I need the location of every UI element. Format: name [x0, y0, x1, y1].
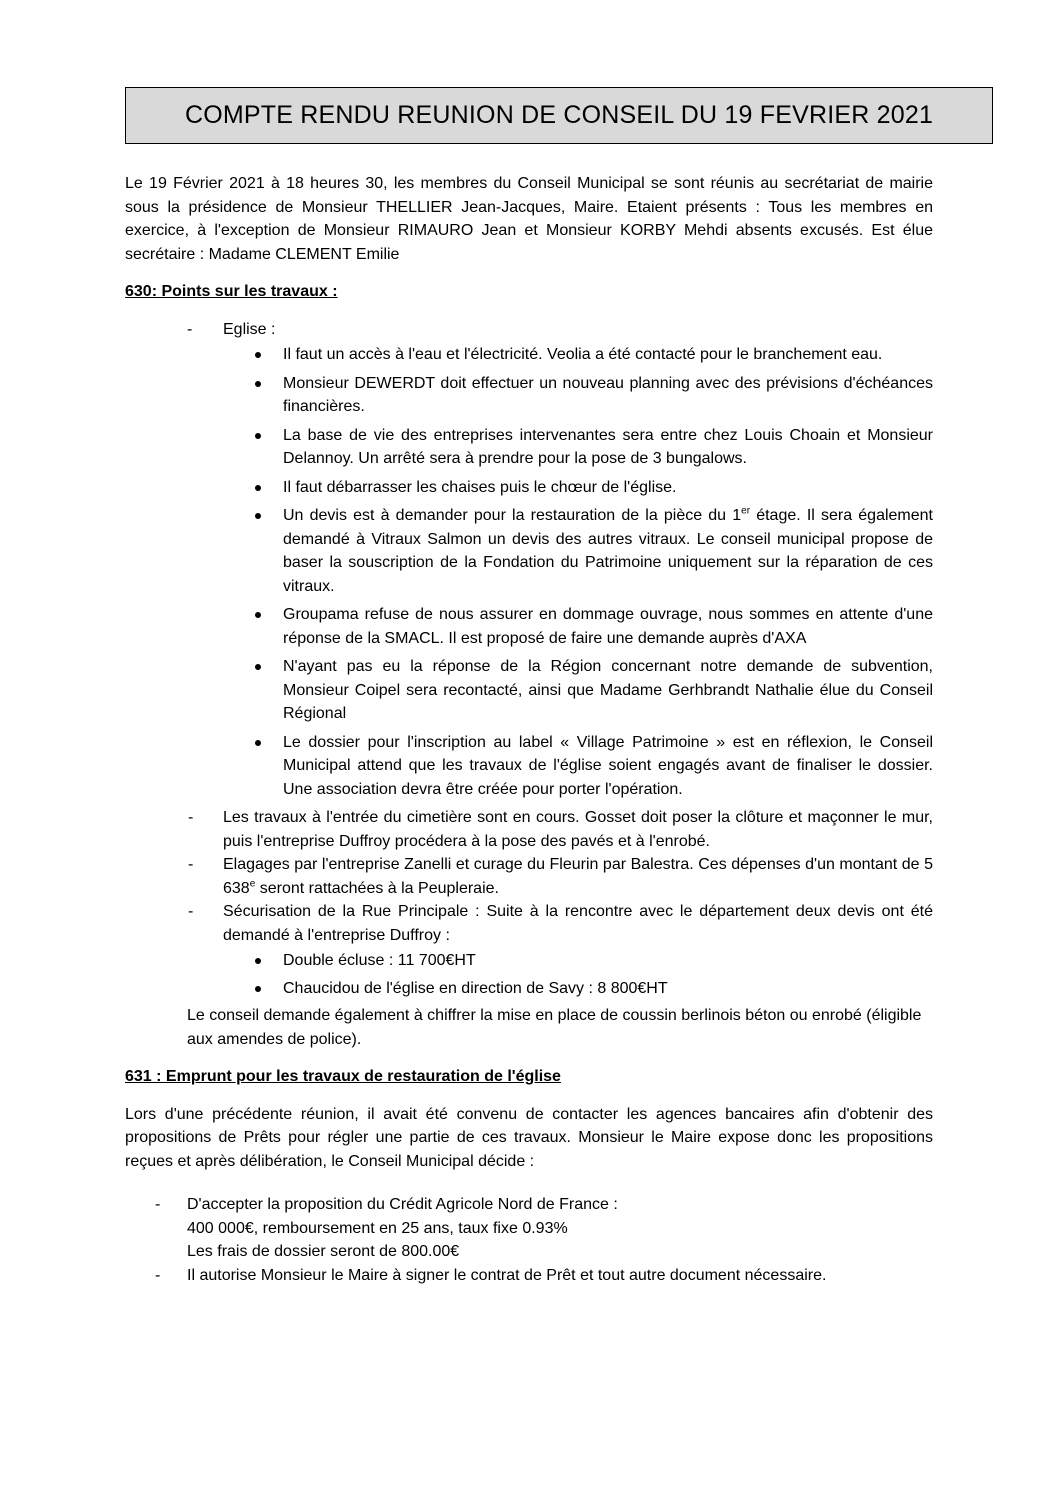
- works-list-continued: [125, 806, 933, 947]
- elagages-text-end: seront rattachées à la Peupleraie.: [255, 879, 499, 897]
- list-item-eglise: [125, 318, 933, 342]
- decision-line: Il autorise Monsieur le Maire à signer le contrat de Prêt et tout autre document nécessaire.: [187, 1266, 827, 1284]
- bullet-item: Chaucidou de l'église en direction de Savy : 8 800€HT: [125, 977, 933, 1001]
- bullet-item: Groupama refuse de nous assurer en dommage ouvrage, nous sommes en attente d'une réponse de la SMACL. Il est proposé de faire une demande auprès d'AXA: [125, 603, 933, 650]
- bullet-item: N'ayant pas eu la réponse de la Région concernant notre demande de subvention, Monsieur Coipel sera recontacté, ainsi que Madame Gerhbrandt Nathalie élue du Conseil Régional: [125, 655, 933, 726]
- list-item-decision-2: [125, 1264, 933, 1288]
- intro-paragraph: Le 19 Février 2021 à 18 heures 30, les membres du Conseil Municipal se sont réunis au secrétariat de mairie sous la présidence de Monsieur THELLIER Jean-Jacques, Maire. Etaient présents : Tous les membres en exercice, à l'exception de Monsieur RIMAURO Jean et Monsieur KORBY Mehdi absents excusés. Est élue secrétaire : Madame CLEMENT Emilie: [125, 175, 933, 263]
- bullet-item: Il faut débarrasser les chaises puis le chœur de l'église.: [125, 476, 933, 500]
- decision-line: Les frais de dossier seront de 800.00€: [187, 1243, 460, 1260]
- securisation-text: Sécurisation de la Rue Principale : Suite à la rencontre avec le département deux devis ont été demandé à l'entreprise Duffroy :: [223, 903, 933, 944]
- dash-marker: -: [155, 1266, 161, 1284]
- dash-marker: -: [155, 1196, 161, 1213]
- list-item-cimetiere: [125, 806, 933, 853]
- works-list: [125, 318, 933, 342]
- dash-marker: -: [188, 856, 194, 873]
- conclusion-paragraph: Le conseil demande également à chiffrer la mise en place de coussin berlinois béton ou enrobé (éligible aux amendes de police).: [187, 1007, 922, 1048]
- page-title-box: [125, 87, 993, 144]
- bullet-item: Il faut un accès à l'eau et l'électricité. Veolia a été contacté pour le branchement eau.: [125, 343, 933, 367]
- decision-line: D'accepter la proposition du Crédit Agricole Nord de France :: [187, 1196, 618, 1213]
- securisation-bullet-list: [125, 949, 933, 1000]
- loan-paragraph: Lors d'une précédente réunion, il avait été convenu de contacter les agences bancaires afin d'obtenir des propositions de Prêts pour régler une partie de ces travaux. Monsieur le Maire expose donc les propositions reçues et après délibération, le Conseil Municipal décide :: [125, 1105, 933, 1170]
- bullet-item: Monsieur DEWERDT doit effectuer un nouveau planning avec des prévisions d'échéances financières.: [125, 372, 933, 419]
- bullet-item: La base de vie des entreprises intervenantes sera entre chez Louis Choain et Monsieur Delannoy. Un arrêté sera à prendre pour la pose de 3 bungalows.: [125, 424, 933, 471]
- section-heading-631: 631 : Emprunt pour les travaux de restauration de l'église: [125, 1068, 561, 1085]
- dash-marker: -: [188, 903, 194, 920]
- bullet-item: Double écluse : 11 700€HT: [125, 949, 933, 973]
- elagages-text: [223, 856, 933, 897]
- list-item-securisation: [125, 900, 933, 947]
- document-body: [125, 172, 933, 1287]
- bullet-item-devis: [125, 504, 933, 598]
- page-title: COMPTE RENDU REUNION DE CONSEIL DU 19 FEVRIER 2021: [184, 101, 934, 129]
- devis-text-start: Un devis est à demander pour la restauration de la pièce du 1: [283, 507, 742, 524]
- dash-marker: -: [187, 320, 193, 338]
- cimetiere-text: Les travaux à l'entrée du cimetière sont en cours. Gosset doit poser la clôture et maçonner le mur, puis l'entreprise Duffroy procédera à la pose des pavés et à l'enrobé.: [223, 809, 933, 850]
- list-item-decision-1: [125, 1193, 933, 1264]
- section-heading-630: 630: Points sur les travaux :: [125, 283, 338, 300]
- list-item-elagages: [125, 853, 933, 900]
- superscript-er: er: [741, 505, 751, 517]
- devis-text-end: étage. Il sera également demandé à Vitraux Salmon un devis des autres vitraux. Le conseil municipal propose de baser la souscription de la Fondation du Patrimoine uniquement sur la réparation de ces vitraux.: [283, 507, 933, 595]
- decision-list: [125, 1193, 933, 1287]
- eglise-label: Eglise :: [223, 320, 276, 338]
- superscript-e: e: [249, 878, 256, 890]
- elagages-text-start: Elagages par l'entreprise Zanelli et curage du Fleurin par Balestra. Ces dépenses d'un montant de 5 638: [223, 856, 933, 897]
- eglise-bullet-list: [125, 343, 933, 801]
- dash-marker: -: [188, 809, 194, 826]
- decision-line: 400 000€, remboursement en 25 ans, taux fixe 0.93%: [187, 1219, 568, 1237]
- bullet-item: Le dossier pour l'inscription au label « Village Patrimoine » est en réflexion, le Conseil Municipal attend que les travaux de l'église soient engagés avant de finaliser le dossier. Une association devra être créée pour porter l'opération.: [125, 731, 933, 802]
